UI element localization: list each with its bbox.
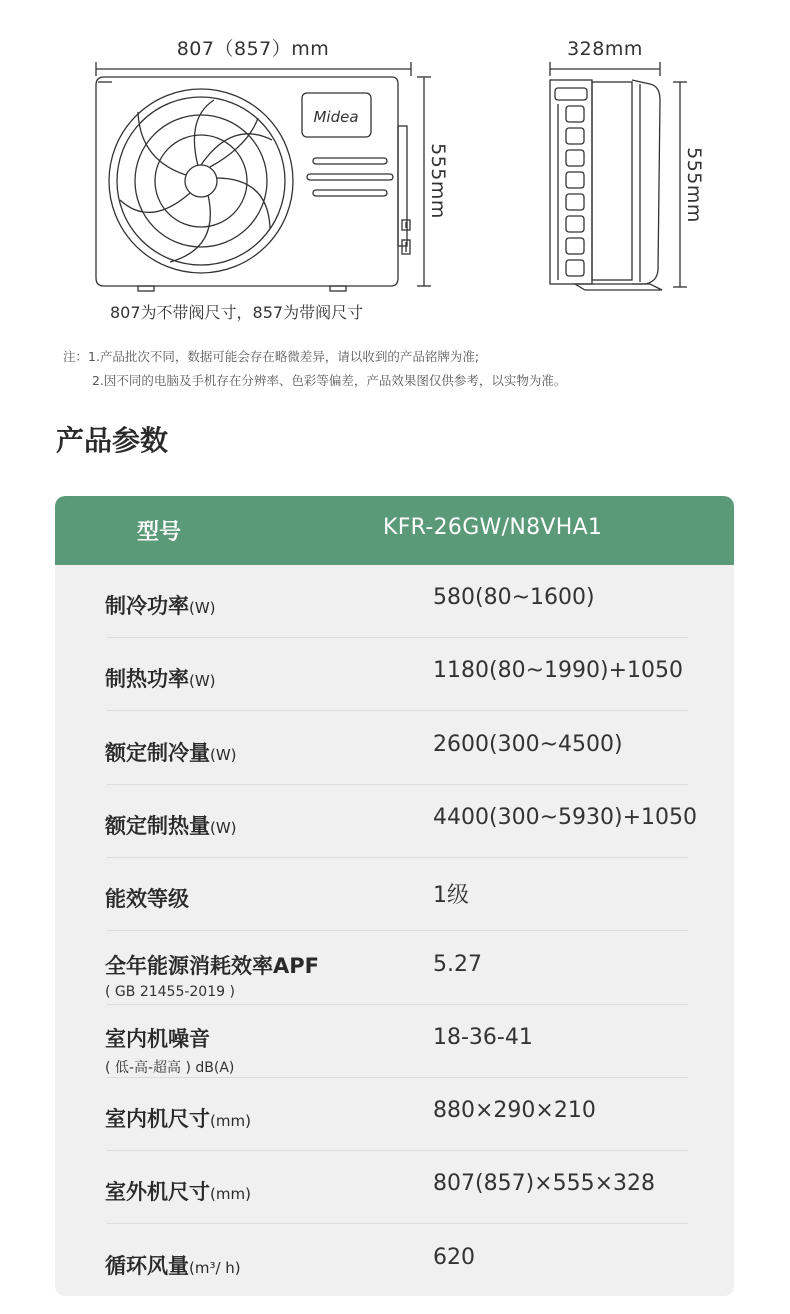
spec-unit: (mm) <box>210 1112 251 1131</box>
section-title: 产品参数 <box>56 424 169 457</box>
spec-label <box>105 1103 251 1133</box>
spec-row <box>55 712 734 785</box>
spec-label <box>105 1023 210 1053</box>
spec-row <box>55 858 734 931</box>
spec-unit: (W) <box>210 818 237 837</box>
spec-label-text: 额定制热量 <box>105 813 210 838</box>
outdoor-unit-dimension-diagram <box>0 0 790 330</box>
spec-sublabel: ( GB 21455-2019 ) <box>105 983 235 1000</box>
spec-value: 18-36-41 <box>433 1024 533 1050</box>
spec-unit: (W) <box>189 672 216 691</box>
spec-row <box>55 785 734 858</box>
spec-value: 1180(80~1990)+1050 <box>433 658 683 684</box>
dimension-caption: 807为不带阀尺寸，857为带阀尺寸 <box>110 303 364 322</box>
spec-label-text: 制冷功率 <box>105 594 189 618</box>
spec-table <box>55 496 734 1296</box>
spec-label <box>105 883 189 913</box>
spec-label <box>105 1250 241 1280</box>
spec-label-text: 循环风量 <box>105 1253 189 1278</box>
spec-value: 4400(300~5930)+1050 <box>433 804 697 830</box>
note-line-1: 注：1.产品批次不同，数据可能会存在略微差异，请以收到的产品铭牌为准; <box>63 349 480 364</box>
spec-row <box>55 1005 734 1078</box>
side-width-label: 328mm <box>567 38 643 60</box>
model-header-label: 型号 <box>137 520 182 545</box>
spec-value: 880×290×210 <box>433 1098 596 1124</box>
spec-label <box>105 590 216 620</box>
spec-value: 807(857)×555×328 <box>433 1171 655 1197</box>
note-line-2: 2.因不同的电脑及手机存在分辨率、色彩等偏差，产品效果图仅供参考，以实物为准。 <box>92 373 567 388</box>
spec-row <box>55 1151 734 1224</box>
spec-row <box>55 565 734 638</box>
front-height-label: 555mm <box>427 143 449 219</box>
spec-label-text: 制热功率 <box>105 667 189 692</box>
spec-label <box>105 810 237 840</box>
brand-logo: Midea <box>313 108 359 126</box>
spec-label <box>105 950 319 980</box>
spec-value: 580(80~1600) <box>433 585 595 610</box>
spec-row <box>55 1078 734 1151</box>
spec-label-text: 室外机尺寸 <box>105 1180 210 1205</box>
spec-row <box>55 638 734 711</box>
spec-row <box>55 932 734 1005</box>
spec-value: 620 <box>433 1244 475 1270</box>
spec-row <box>55 1225 734 1296</box>
spec-value: 1级 <box>433 883 469 909</box>
spec-label-text: 全年能源消耗效率APF <box>105 953 319 978</box>
model-header-value: KFR-26GW/N8VHA1 <box>383 515 603 540</box>
spec-unit: (W) <box>189 599 216 617</box>
side-height-label: 555mm <box>683 147 705 223</box>
spec-value: 5.27 <box>433 951 482 977</box>
spec-unit: (m³/ h) <box>189 1258 241 1277</box>
spec-sublabel: ( 低-高-超高 ) dB(A) <box>105 1059 235 1076</box>
spec-label <box>105 663 216 693</box>
spec-label <box>105 1176 251 1206</box>
front-width-label: 807（857）mm <box>176 38 330 60</box>
spec-value: 2600(300~4500) <box>433 731 623 757</box>
spec-unit: (mm) <box>210 1185 251 1204</box>
spec-label-text: 能效等级 <box>105 887 189 912</box>
spec-table-header <box>55 496 734 565</box>
spec-label-text: 室内机尺寸 <box>105 1107 210 1132</box>
spec-label-text: 额定制冷量 <box>105 740 210 765</box>
spec-unit: (W) <box>210 745 237 764</box>
spec-label <box>105 737 237 767</box>
spec-label-text: 室内机噪音 <box>105 1026 210 1051</box>
